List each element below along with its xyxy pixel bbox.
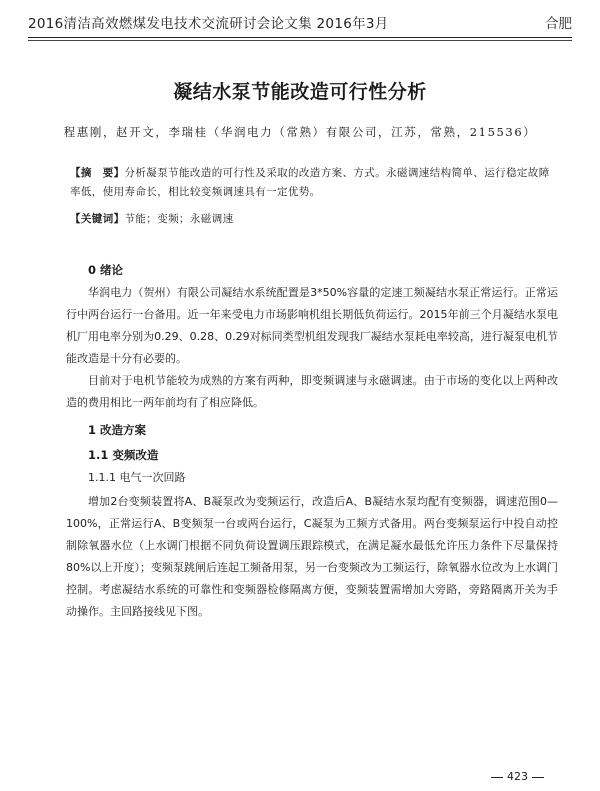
abstract-label: 【摘 要】 (70, 167, 125, 179)
paragraph: 增加2台变频装置将A、B凝泵改为变频运行，改造后A、B凝结水泵均配有变频器，调速范围0—100%，正常运行A、B变频泵一台或两台运行，C凝泵为工频方式备用。两台变频泵运行中投自动控制除氧器水位（上水调门根据不同负荷设置调压跟踪模式，在满足凝水最低允许压力条件下尽量保持80%以上开度）；变频泵跳闸后连起工频备用泵，另一台变频改为工频运行，除氧器水位改为上水调门控制。考虑凝结水系统的可靠性和变频器检修隔离方便，变频装置需增加大旁路，旁路隔离开关为手动操作。主回路接线见下图。 (66, 495, 558, 618)
running-header (28, 13, 572, 35)
header-rule-thick (28, 37, 572, 38)
keywords-label: 【关键词】 (70, 213, 125, 225)
paragraph: 目前对于电机节能较为成熟的方案有两种，即变频调速与永磁调速。由于市场的变化以上两种改造的费用相比一两年前均有了相应降低。 (66, 374, 558, 409)
author-line: 程惠刚，赵开文，李瑞桂（华润电力（常熟）有限公司，江苏，常熟，215536） (63, 125, 537, 139)
proceedings-title: 2016清洁高效燃煤发电技术交流研讨会论文集 2016年3月 (28, 16, 389, 32)
section-heading-introduction: 0 绪论 (88, 263, 124, 277)
footer-dash-left (491, 777, 503, 778)
page-footer (487, 770, 548, 783)
subsubsection-heading-circuit: 1.1.1 电气一次回路 (88, 471, 186, 484)
article-title: 凝结水泵节能改造可行性分析 (173, 81, 427, 103)
conference-location: 合肥 (545, 16, 572, 32)
keywords-text: 节能；变频；永磁调速 (124, 213, 234, 225)
header-rule-thin (28, 40, 572, 41)
subsection-heading-vfd: 1.1 变频改造 (88, 448, 159, 462)
abstract (70, 164, 558, 202)
abstract-text: 分析凝泵节能改造的可行性及采取的改造方案、方式。永磁调速结构简单、运行稳定故障率低，使用寿命长，相比较变频调速具有一定优势。 (70, 167, 550, 198)
paragraph: 华润电力（贺州）有限公司凝结水系统配置是3*50%容量的定速工频凝结水泵正常运行。正常运行中两台运行一台备用。近一年来受电力市场影响机组长期低负荷运行。2015年前三个月凝结水泵电机厂用电率分别为0.29、0.28、0.29对标同类型机组发现我厂凝结水泵耗电率较高，进行凝泵电机节能改造是十分有必要的。 (66, 286, 558, 365)
footer-dash-right (532, 777, 544, 778)
keywords (70, 210, 558, 229)
section-heading-plan: 1 改造方案 (88, 423, 147, 437)
page-number: 423 (507, 770, 528, 783)
